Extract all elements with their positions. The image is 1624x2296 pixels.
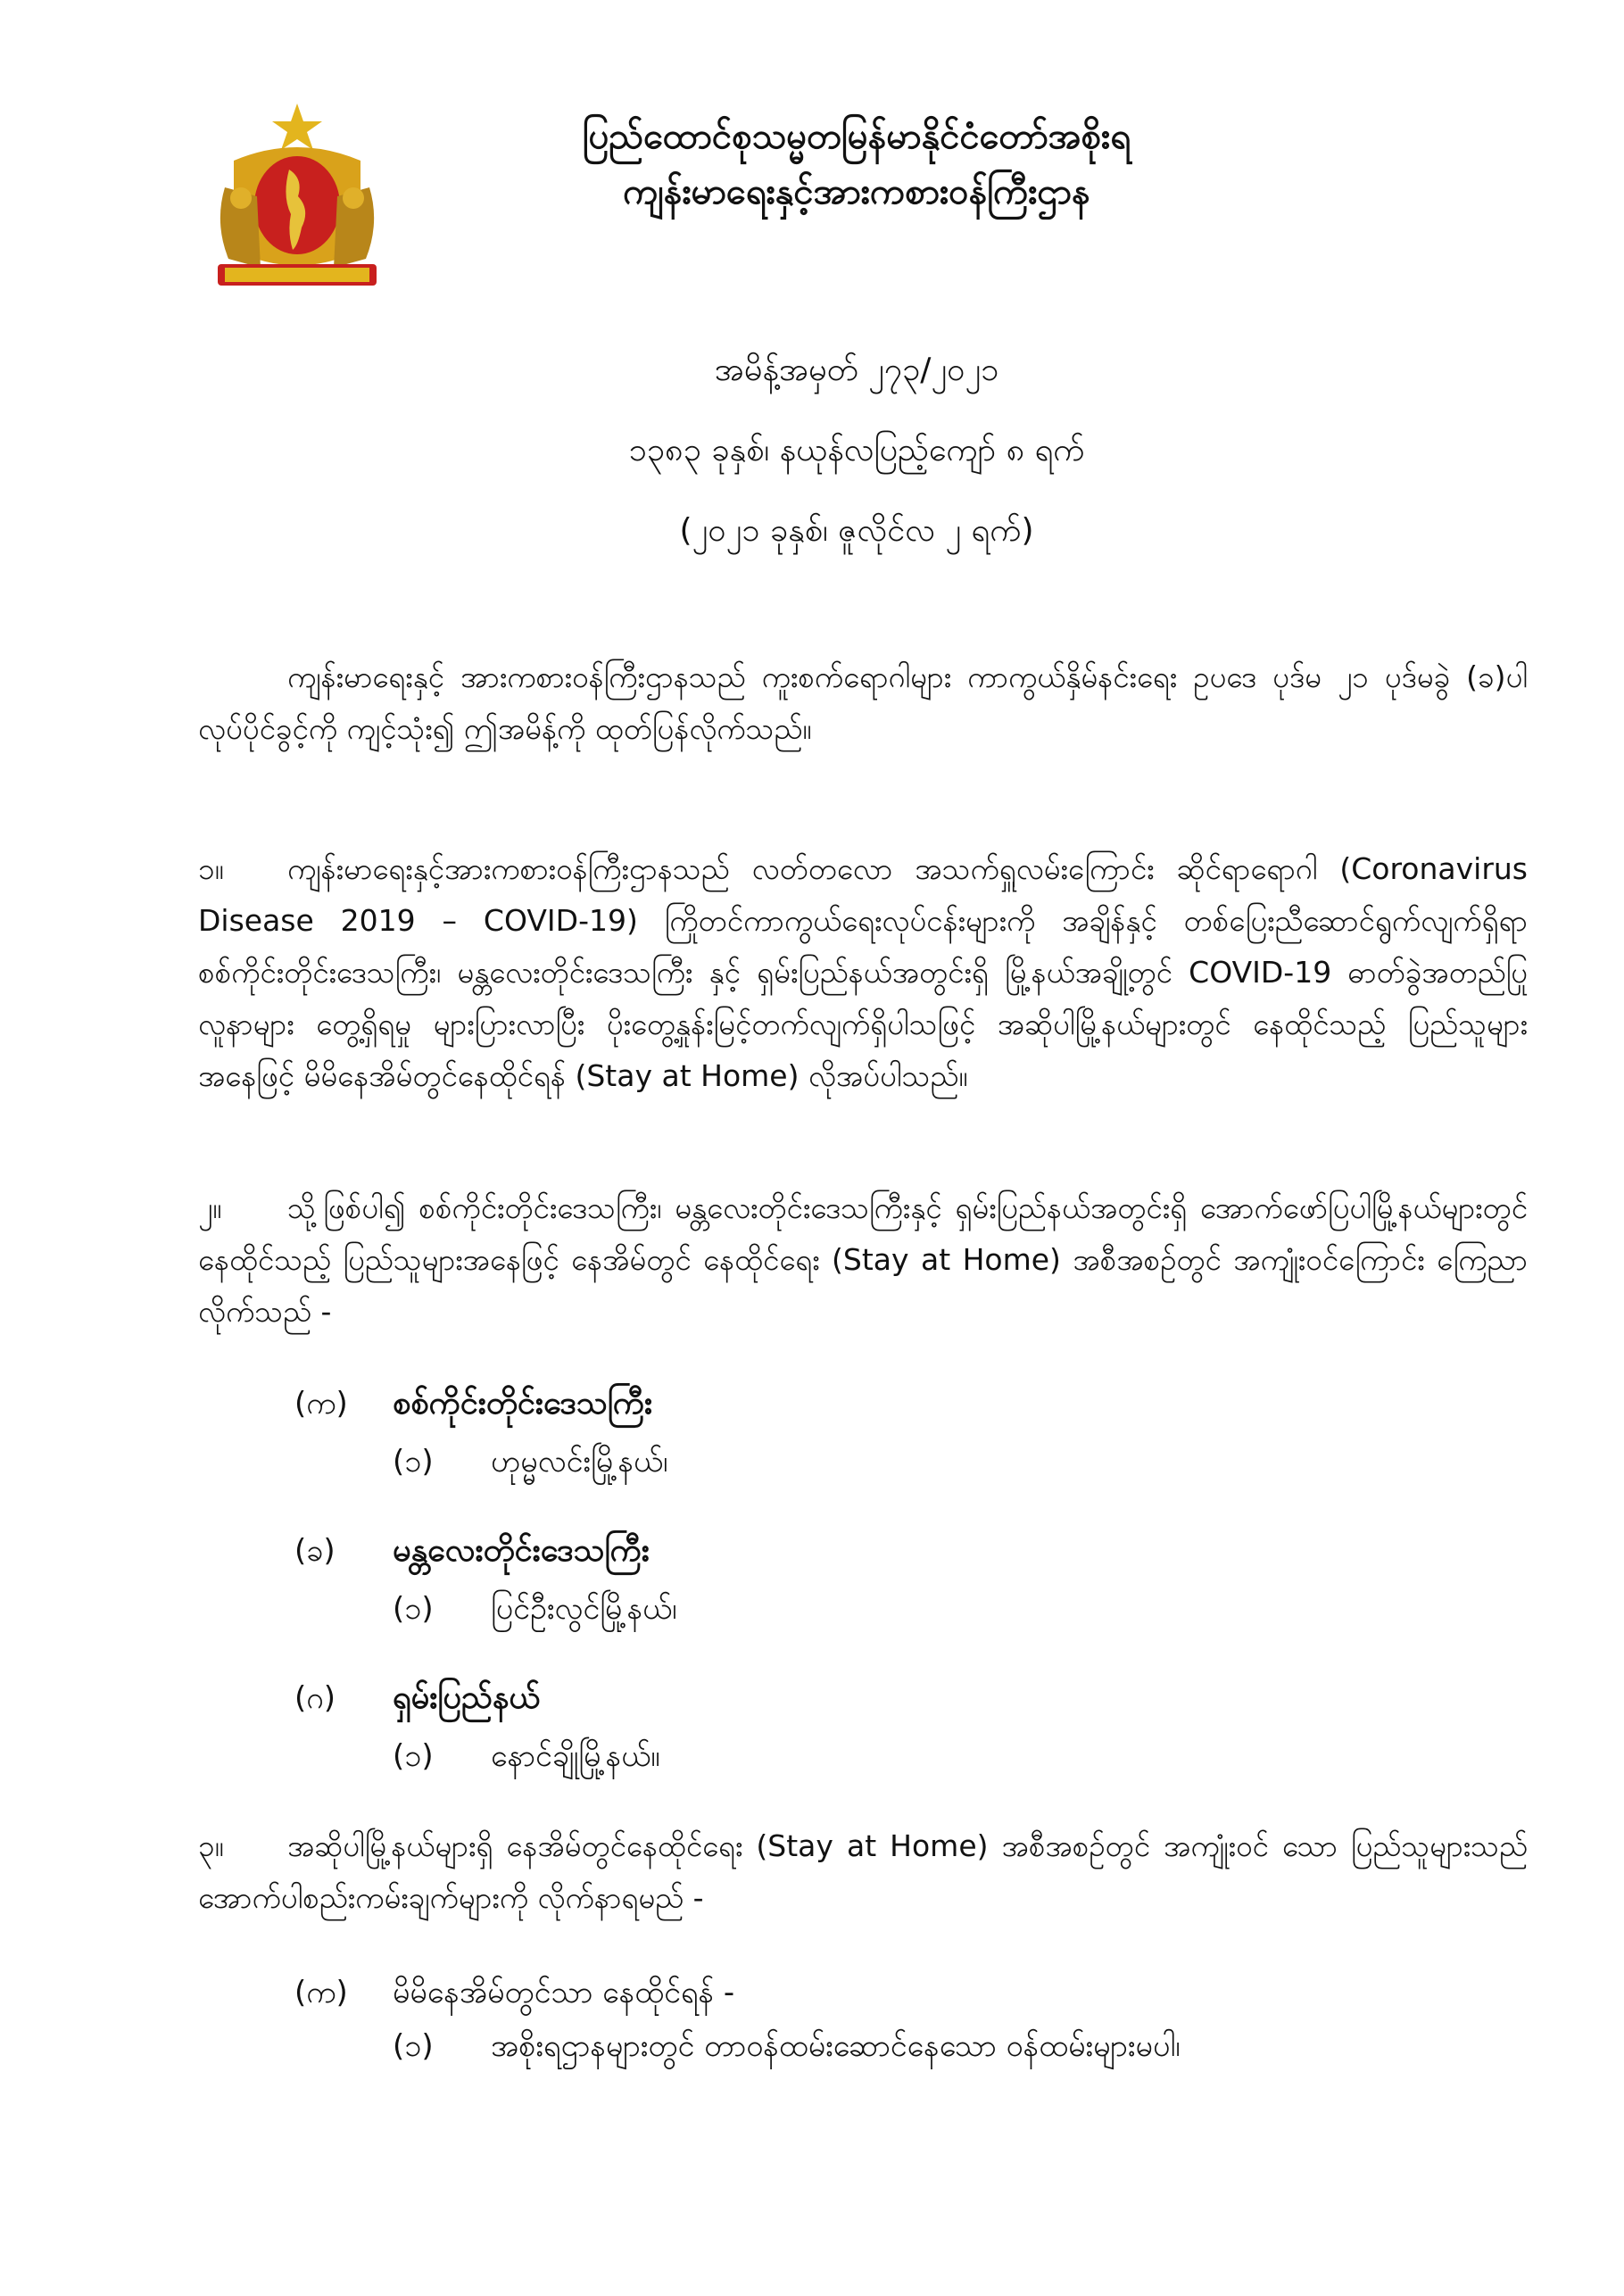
intro-text: ကျန်းမာရေးနှင့် အားကစားဝန်ကြီးဌာနသည် ကူးစက်ရောဂါများ ကာကွယ်နှိမ်နင်းရေး ဥပဒေ ပုဒ်မ ၂၁ ပုဒ်မခွဲ (ခ)ပါ လုပ်ပိုင်ခွင့်ကို ကျင့်သုံး၍ ဤအမိန့်ကို ထုတ်ပြန်လိုက်သည်။ [198,659,1528,746]
township-mark: (၁) [393,1738,434,1774]
region-heading [294,1673,540,1723]
region-heading [294,1379,652,1429]
state-seal-icon [198,98,396,296]
township-name: ဟုမ္မလင်းမြို့နယ်၊ [491,1444,668,1480]
township-item [393,1437,667,1487]
region-heading [294,1526,650,1576]
paragraph-number: ၁။ [198,851,224,886]
region-name: ရှမ်းပြည်နယ် [393,1679,541,1716]
myanmar-date: ၁၃၈၃ ခုနှစ်၊ နယုန်လပြည့်ကျော် ၈ ရက် [628,432,1085,468]
region-mark: (ဂ) [294,1680,336,1716]
rule-subitem [393,2021,1181,2071]
region-mark: (ခ) [294,1533,336,1569]
paragraph-text: သို့ဖြစ်ပါ၍ စစ်ကိုင်းတိုင်းဒေသကြီး၊ မန္တလေးတိုင်းဒေသကြီးနှင့် ရှမ်းပြည်နယ်အတွင်းရှိ အောက်ဖော်ပြပါမြို့နယ်များတွင် နေထိုင်သည့် ပြည်သူများအနေဖြင့် နေအိမ်တွင် နေထိုင်ရေး (Stay at Home) အစီအစဉ်တွင် အကျုံးဝင်ကြောင်း ကြေညာလိုက်သည် - [198,1190,1528,1329]
township-item [393,1731,660,1781]
ministry-header [500,109,1214,220]
intro-paragraph [198,651,1528,755]
paragraph-1 [198,843,1528,1102]
township-name: ပြင်ဦးလွင်မြို့နယ်၊ [491,1591,677,1627]
government-title: ပြည်ထောင်စုသမ္မတမြန်မာနိုင်ငံတော်အစိုးရ [582,116,1131,157]
paragraph-3 [198,1820,1528,1924]
rule-text: မိမိနေအိမ်တွင်သာ နေထိုင်ရန် - [393,1975,735,2010]
township-name: နောင်ချိုမြို့နယ်။ [491,1738,660,1774]
township-mark: (၁) [393,1591,434,1627]
gregorian-date: (၂၀၂၁ ခုနှစ်၊ ဇူလိုင်လ ၂ ရက်) [679,512,1034,549]
township-mark: (၁) [393,1444,434,1480]
order-number: အမိန့်အမှတ် ၂၇၃/၂၀၂၁ [714,352,999,388]
region-mark: (က) [294,1386,348,1422]
rule-sub-text: အစိုးရဌာနများတွင် တာဝန်ထမ်းဆောင်နေသော ဝန်ထမ်းများမပါ၊ [491,2028,1181,2064]
paragraph-text: ကျန်းမာရေးနှင့်အားကစားဝန်ကြီးဌာနသည် လတ်တလော အသက်ရှူလမ်းကြောင်း ဆိုင်ရာရောဂါ (Coronavirus Disease 2019 – COVID-19) ကြိုတင်ကာကွယ်ရေးလုပ်ငန်းများကို အချိန်နှင့် တစ်ပြေးညီဆောင်ရွက်လျက်ရှိရာ စစ်ကိုင်းတိုင်းဒေသကြီး၊ မန္တလေးတိုင်းဒေသကြီး နှင့် ရှမ်းပြည်နယ်အတွင်းရှိ မြို့နယ်အချို့တွင် COVID-19 ဓာတ်ခွဲအတည်ပြုလူနာများ တွေ့ရှိရမှု များပြားလာပြီး ပိုးတွေ့နှုန်းမြင့်တက်လျက်ရှိပါသဖြင့် အဆိုပါမြို့နယ်များတွင် နေထိုင်သည့် ပြည်သူများအနေဖြင့် မိမိနေအိမ်တွင်နေထိုင်ရန် (Stay at Home) လိုအပ်ပါသည်။ [198,851,1528,1093]
township-item [393,1584,677,1634]
order-info [410,330,1303,571]
rule-item [294,1968,734,2018]
ministry-title: ကျန်းမာရေးနှင့်အားကစားဝန်ကြီးဌာန [623,171,1090,212]
rule-sub-mark: (၁) [393,2028,434,2064]
region-name: စစ်ကိုင်းတိုင်းဒေသကြီး [393,1385,653,1422]
paragraph-2 [198,1182,1528,1338]
paragraph-number: ၂။ [198,1190,222,1225]
paragraph-number: ၃။ [198,1828,224,1863]
region-name: မန္တလေးတိုင်းဒေသကြီး [393,1532,650,1569]
paragraph-text: အဆိုပါမြို့နယ်များရှိ နေအိမ်တွင်နေထိုင်ရေး (Stay at Home) အစီအစဉ်တွင် အကျုံးဝင် သော ပြည်သူများသည် အောက်ပါစည်းကမ်းချက်များကို လိုက်နာရမည် - [198,1828,1528,1915]
rule-mark: (က) [294,1975,348,2010]
